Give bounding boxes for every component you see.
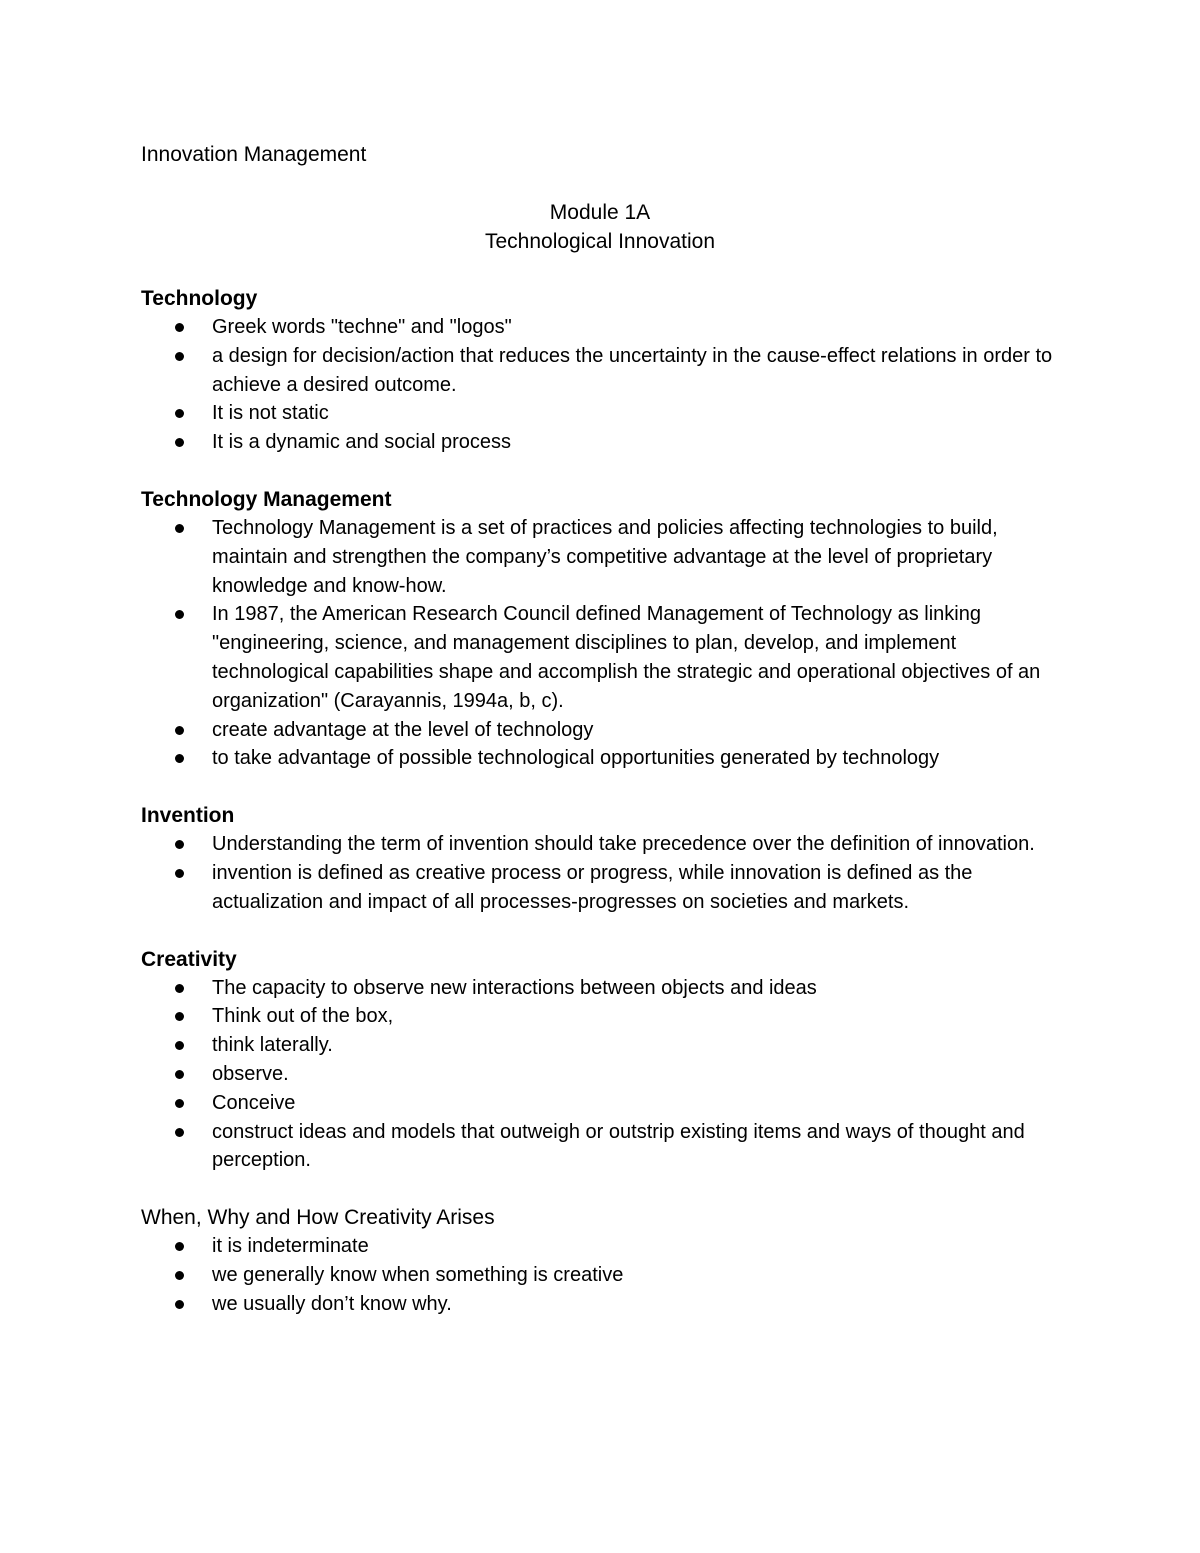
section-heading: Invention: [141, 804, 235, 828]
list-item: [141, 974, 1071, 1003]
section-heading: Technology Management: [141, 487, 392, 511]
list-item: [141, 600, 1071, 715]
section-technology: [141, 284, 1071, 457]
list-item: [141, 428, 1071, 457]
list-item: [141, 1261, 1071, 1290]
module-header: [141, 198, 1059, 256]
document-title: Innovation Management: [141, 143, 367, 166]
list-item-text: Think out of the box,: [212, 1005, 394, 1028]
list-item: [141, 514, 1071, 600]
list-item: [141, 1232, 1071, 1261]
bullet-icon: [175, 1300, 184, 1309]
bullet-icon: [175, 1128, 184, 1137]
list-item-text: Conceive: [212, 1091, 296, 1114]
section-invention: [141, 801, 1071, 916]
list-item: [141, 1031, 1071, 1060]
list-item-text: it is indeterminate: [212, 1235, 369, 1258]
list-item: [141, 1118, 1071, 1176]
list-item: [141, 1290, 1071, 1319]
module-number: Module 1A: [549, 201, 651, 224]
list-item-text: The capacity to observe new interactions between objects and ideas: [212, 976, 817, 999]
section-technology-management: [141, 485, 1071, 773]
bullet-icon: [175, 524, 184, 533]
bullet-icon: [175, 754, 184, 763]
list-item-text: Greek words "techne" and "logos": [212, 316, 512, 338]
list-item: [141, 716, 1071, 745]
bullet-icon: [175, 610, 184, 619]
bullet-icon: [175, 409, 184, 418]
list-item-text: It is a dynamic and social process: [212, 431, 512, 454]
bullet-icon: [175, 1012, 184, 1021]
list-item: [141, 1002, 1071, 1031]
list-item-text: to take advantage of possible technological opportunities generated by technology: [212, 747, 940, 770]
bullet-list: [141, 830, 1071, 916]
section-creativity: [141, 945, 1071, 1176]
list-item-text: Technology Management is a set of practices and policies affecting technologies to build, maintain and strengthen the company’s competitive advantage at the level of proprietary knowledge and know-how.: [212, 516, 998, 597]
module-subtitle: Technological Innovation: [485, 230, 715, 253]
bullet-icon: [175, 438, 184, 447]
list-item-text: we generally know when something is creative: [212, 1263, 624, 1286]
list-item-text: observe.: [212, 1062, 289, 1085]
list-item-text: think laterally.: [212, 1034, 333, 1057]
list-item: [141, 342, 1071, 400]
list-item: [141, 1089, 1071, 1118]
bullet-list: [141, 313, 1071, 457]
list-item: [141, 744, 1071, 773]
list-item-text: a design for decision/action that reduces the uncertainty in the cause-effect relations in order to achieve a desired outcome.: [212, 344, 1053, 396]
section-heading: Technology: [141, 287, 258, 310]
bullet-icon: [175, 1242, 184, 1251]
section-creativity-arises: [141, 1203, 1071, 1318]
bullet-icon: [175, 323, 184, 332]
list-item-text: construct ideas and models that outweigh or outstrip existing items and ways of thought and perception.: [212, 1120, 1025, 1172]
bullet-icon: [175, 352, 184, 361]
bullet-icon: [175, 1041, 184, 1050]
list-item-text: we usually don’t know why.: [212, 1292, 452, 1315]
document-page: [141, 140, 1071, 1319]
list-item: [141, 1060, 1071, 1089]
bullet-list: [141, 974, 1071, 1176]
list-item-text: create advantage at the level of technology: [212, 718, 594, 741]
section-heading: When, Why and How Creativity Arises: [141, 1206, 495, 1230]
section-heading: Creativity: [141, 947, 237, 971]
bullet-icon: [175, 726, 184, 735]
list-item-text: Understanding the term of invention should take precedence over the definition of innovation.: [212, 833, 1035, 856]
bullet-icon: [175, 984, 184, 993]
bullet-list: [141, 1232, 1071, 1318]
bullet-icon: [175, 869, 184, 878]
list-item: [141, 830, 1071, 859]
bullet-icon: [175, 1099, 184, 1108]
bullet-list: [141, 514, 1071, 773]
list-item-text: In 1987, the American Research Council defined Management of Technology as linking "engineering, science, and management disciplines to plan, develop, and implement technological capabilities shape and accomplish the strategic and operational objectives of an organization" (Carayannis, 1994a, b, c).: [212, 603, 1041, 712]
list-item: [141, 313, 1071, 342]
list-item-text: invention is defined as creative process or progress, while innovation is defined as the actualization and impact of all processes-progresses on societies and markets.: [212, 861, 973, 913]
list-item: [141, 399, 1071, 428]
list-item-text: It is not static: [212, 402, 329, 425]
bullet-icon: [175, 1271, 184, 1280]
bullet-icon: [175, 840, 184, 849]
bullet-icon: [175, 1070, 184, 1079]
list-item: [141, 859, 1071, 917]
